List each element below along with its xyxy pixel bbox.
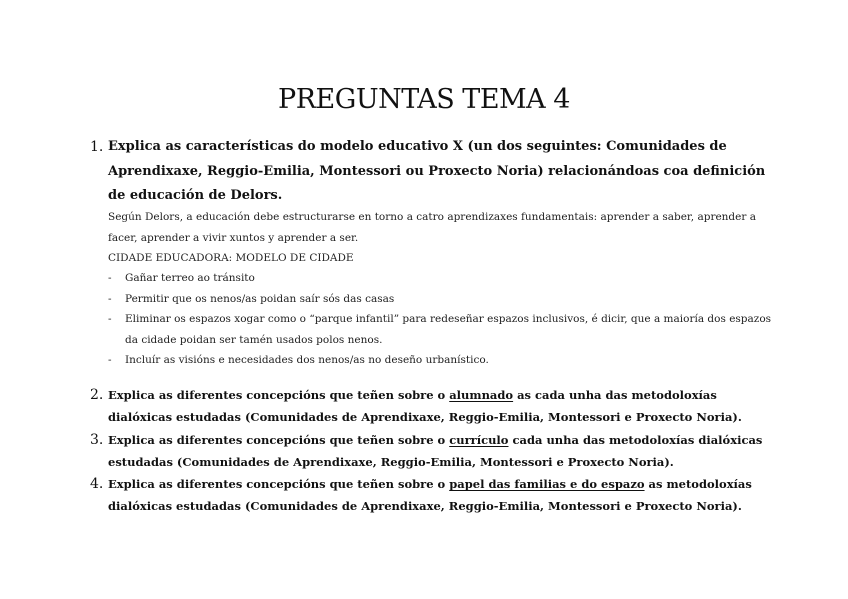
- answer-heading: CIDADE EDUCADORA: MODELO DE CIDADE: [108, 252, 354, 264]
- list-item: - Eliminar os espazos xogar como o “parque infantil” para redeseñar espazos inclusivos, é dicir, que a maioría dos espazos da cidade poidan ser tamén usados polos nenos.: [108, 309, 778, 350]
- question-keyword: currículo: [449, 433, 509, 447]
- question-text-part: Explica as diferentes concepcións que teñen sobre o: [108, 477, 450, 491]
- question-number: 2.: [90, 387, 104, 403]
- question-text: Explica as características do modelo educativo X (un dos seguintes: Comunidades de Aprendixaxe, Reggio-Emilia, Montessori ou Proxecto Noria) relacionándoas coa definición de educación de Delors.: [108, 139, 766, 203]
- list-item: - Incluír as visións e necesidades dos nenos/as no deseño urbanístico.: [108, 350, 778, 371]
- question-keyword: papel das familias e do espazo: [449, 477, 645, 491]
- question-text: [108, 384, 780, 428]
- page-title: PREGUNTAS TEMA 4: [278, 84, 570, 115]
- list-item: - Permitir que os nenos/as poidan saír sós das casas: [108, 289, 778, 310]
- list-item: - Gañar terreo ao tránsito: [108, 268, 778, 289]
- question-2: [90, 384, 780, 428]
- answer-intro: Según Delors, a educación debe estructurarse en torno a catro aprendizaxes fundamentais: aprender a saber, aprender a facer, aprender a vivir xuntos y aprender a ser.: [108, 211, 756, 244]
- question-text: [108, 473, 780, 517]
- question-text-part: Explica as diferentes concepcións que teñen sobre o: [108, 388, 450, 402]
- question-text-part: Explica as diferentes concepcións que teñen sobre o: [108, 433, 450, 447]
- question-text: [108, 429, 780, 473]
- answer-bullet-list: [108, 268, 778, 371]
- question-keyword: alumnado: [449, 388, 514, 402]
- question-text-part: as metodoloxías dialóxicas estudadas (Comunidades de Aprendixaxe, Reggio-Emilia, Montessori e Proxecto Noria).: [108, 477, 752, 513]
- question-3: [90, 429, 780, 473]
- question-text-part: as cada unha das metodoloxías dialóxicas estudadas (Comunidades de Aprendixaxe, Reggio-Emilia, Montessori e Proxecto Noria).: [108, 388, 742, 424]
- question-number: 1.: [90, 139, 104, 155]
- question-number: 3.: [90, 432, 104, 448]
- question-4: [90, 473, 780, 517]
- question-1: [90, 135, 780, 209]
- question-text-part: cada unha das metodoloxías dialóxicas estudadas (Comunidades de Aprendixaxe, Reggio-Emilia, Montessori e Proxecto Noria).: [108, 433, 763, 469]
- question-number: 4.: [90, 476, 104, 492]
